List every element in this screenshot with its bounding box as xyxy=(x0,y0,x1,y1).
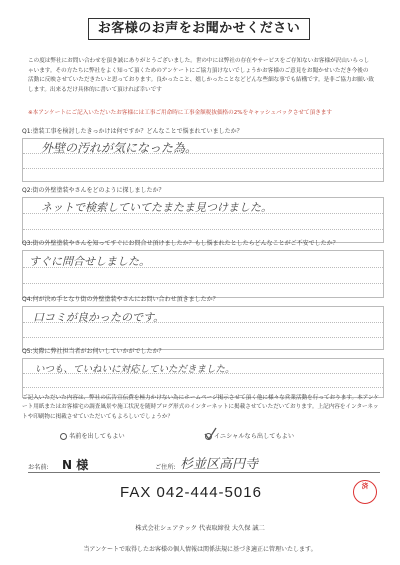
question-block-1 xyxy=(22,126,384,182)
page-title: お客様のお声をお聞かせください xyxy=(88,18,310,40)
answer-box[interactable] xyxy=(22,250,384,298)
consent-text: ご記入いただいた内容は、弊社の広告宣伝費を極力かけない為にホームページ掲示させて頂く他に様々な営業活動を行っております。本アンケート用紙またはお客様宅の調査風景や施工状況を随時ブログ形式のインターネットに掲載させていただいております。上記内容をインターネットや印刷物に掲載させていただいてもよろしいでしょうか？ xyxy=(22,395,380,420)
question-block-2 xyxy=(22,185,384,243)
company-line: 株式会社シェアテック 代表取締役 大久保 誠二 xyxy=(135,525,265,532)
option-label: 名前を出してもよい xyxy=(68,433,125,440)
answer-line xyxy=(23,168,383,169)
answer-text: すぐに問合せしました。 xyxy=(29,255,150,268)
answer-box[interactable] xyxy=(22,138,384,182)
answer-text: いつも、ていねいに対応していただきました。 xyxy=(35,364,235,375)
received-stamp: 済 xyxy=(353,480,377,504)
radio-checked[interactable] xyxy=(205,433,212,441)
answer-line xyxy=(23,229,383,230)
fax-number: FAX 042-444-5016 xyxy=(120,484,262,501)
question-block-4 xyxy=(22,294,384,350)
cashback-note: ※本アンケートにご記入いただいたお客様には工事ご用命時に工事金額税抜価格の2%をキャッシュバックさせて頂きます xyxy=(28,110,332,116)
name-line xyxy=(28,472,158,473)
option-label: イニシャルなら出してもよい xyxy=(213,433,295,440)
answer-box[interactable] xyxy=(22,197,384,243)
question-block-3 xyxy=(22,238,384,298)
question-label: Q5:実際に弊社担当者がお伺いしていかがでしたか？ xyxy=(22,348,165,355)
answer-box[interactable] xyxy=(22,358,384,398)
option-initials-ok[interactable] xyxy=(205,431,294,440)
address-value: 杉並区高円寺 xyxy=(180,457,259,472)
address-label: ご住所: xyxy=(155,464,176,471)
answer-text: ネットで検索していてたまたま見つけました。 xyxy=(41,201,272,214)
radio-icon[interactable] xyxy=(60,433,67,440)
intro-text: この度は弊社にお問い合わせを頂き誠にありがとうございました。世の中には弊社の存在やサービスをご存知ないお客様が沢山いらっしゃいます。その方たちに弊社をよく知って頂くためのアンケートにご協力頂けないでしょうかお客様のご意見をお聞かせいただき今後の活動に反映させていただきたいと思っております。良かったこと、嬉しかったことなどどんな些細な事でも結構です。是非ご協力お願い致します。出来るだけ具体的に書いて頂ければ幸いです xyxy=(28,58,374,93)
answer-line xyxy=(23,283,383,284)
question-label: Q1:塗装工事を検討したきっかけは何ですか？どんなことで悩まれていましたか？ xyxy=(22,128,243,135)
answer-text: 口コミが良かったのです。 xyxy=(33,311,165,324)
option-name-ok[interactable] xyxy=(60,431,125,440)
question-block-5 xyxy=(22,346,384,398)
answer-line xyxy=(23,387,383,388)
checkmark-icon xyxy=(203,427,217,441)
answer-box[interactable] xyxy=(22,306,384,350)
question-label: Q3:街の外壁塗装やさんを知ってすぐにお問合せ頂けましたか？もし悩まれたとしたらどんなことがご不安でしたか？ xyxy=(22,240,339,247)
name-label: お名前: xyxy=(28,464,49,471)
question-label: Q4:何が決め手となり街の外壁塗装やさんにお問い合わせ頂きましたか？ xyxy=(22,296,219,303)
answer-line xyxy=(23,337,383,338)
address-line xyxy=(150,472,380,473)
question-label: Q2:街の外壁塗装やさんをどのように探しましたか？ xyxy=(22,187,165,194)
answer-text: 外壁の汚れが気になった為。 xyxy=(41,141,198,155)
privacy-note: 当アンケートで取得したお客様の個人情報は関係法規に基づき適正に管理いたします。 xyxy=(83,546,317,553)
name-value: N 様 xyxy=(62,458,89,472)
